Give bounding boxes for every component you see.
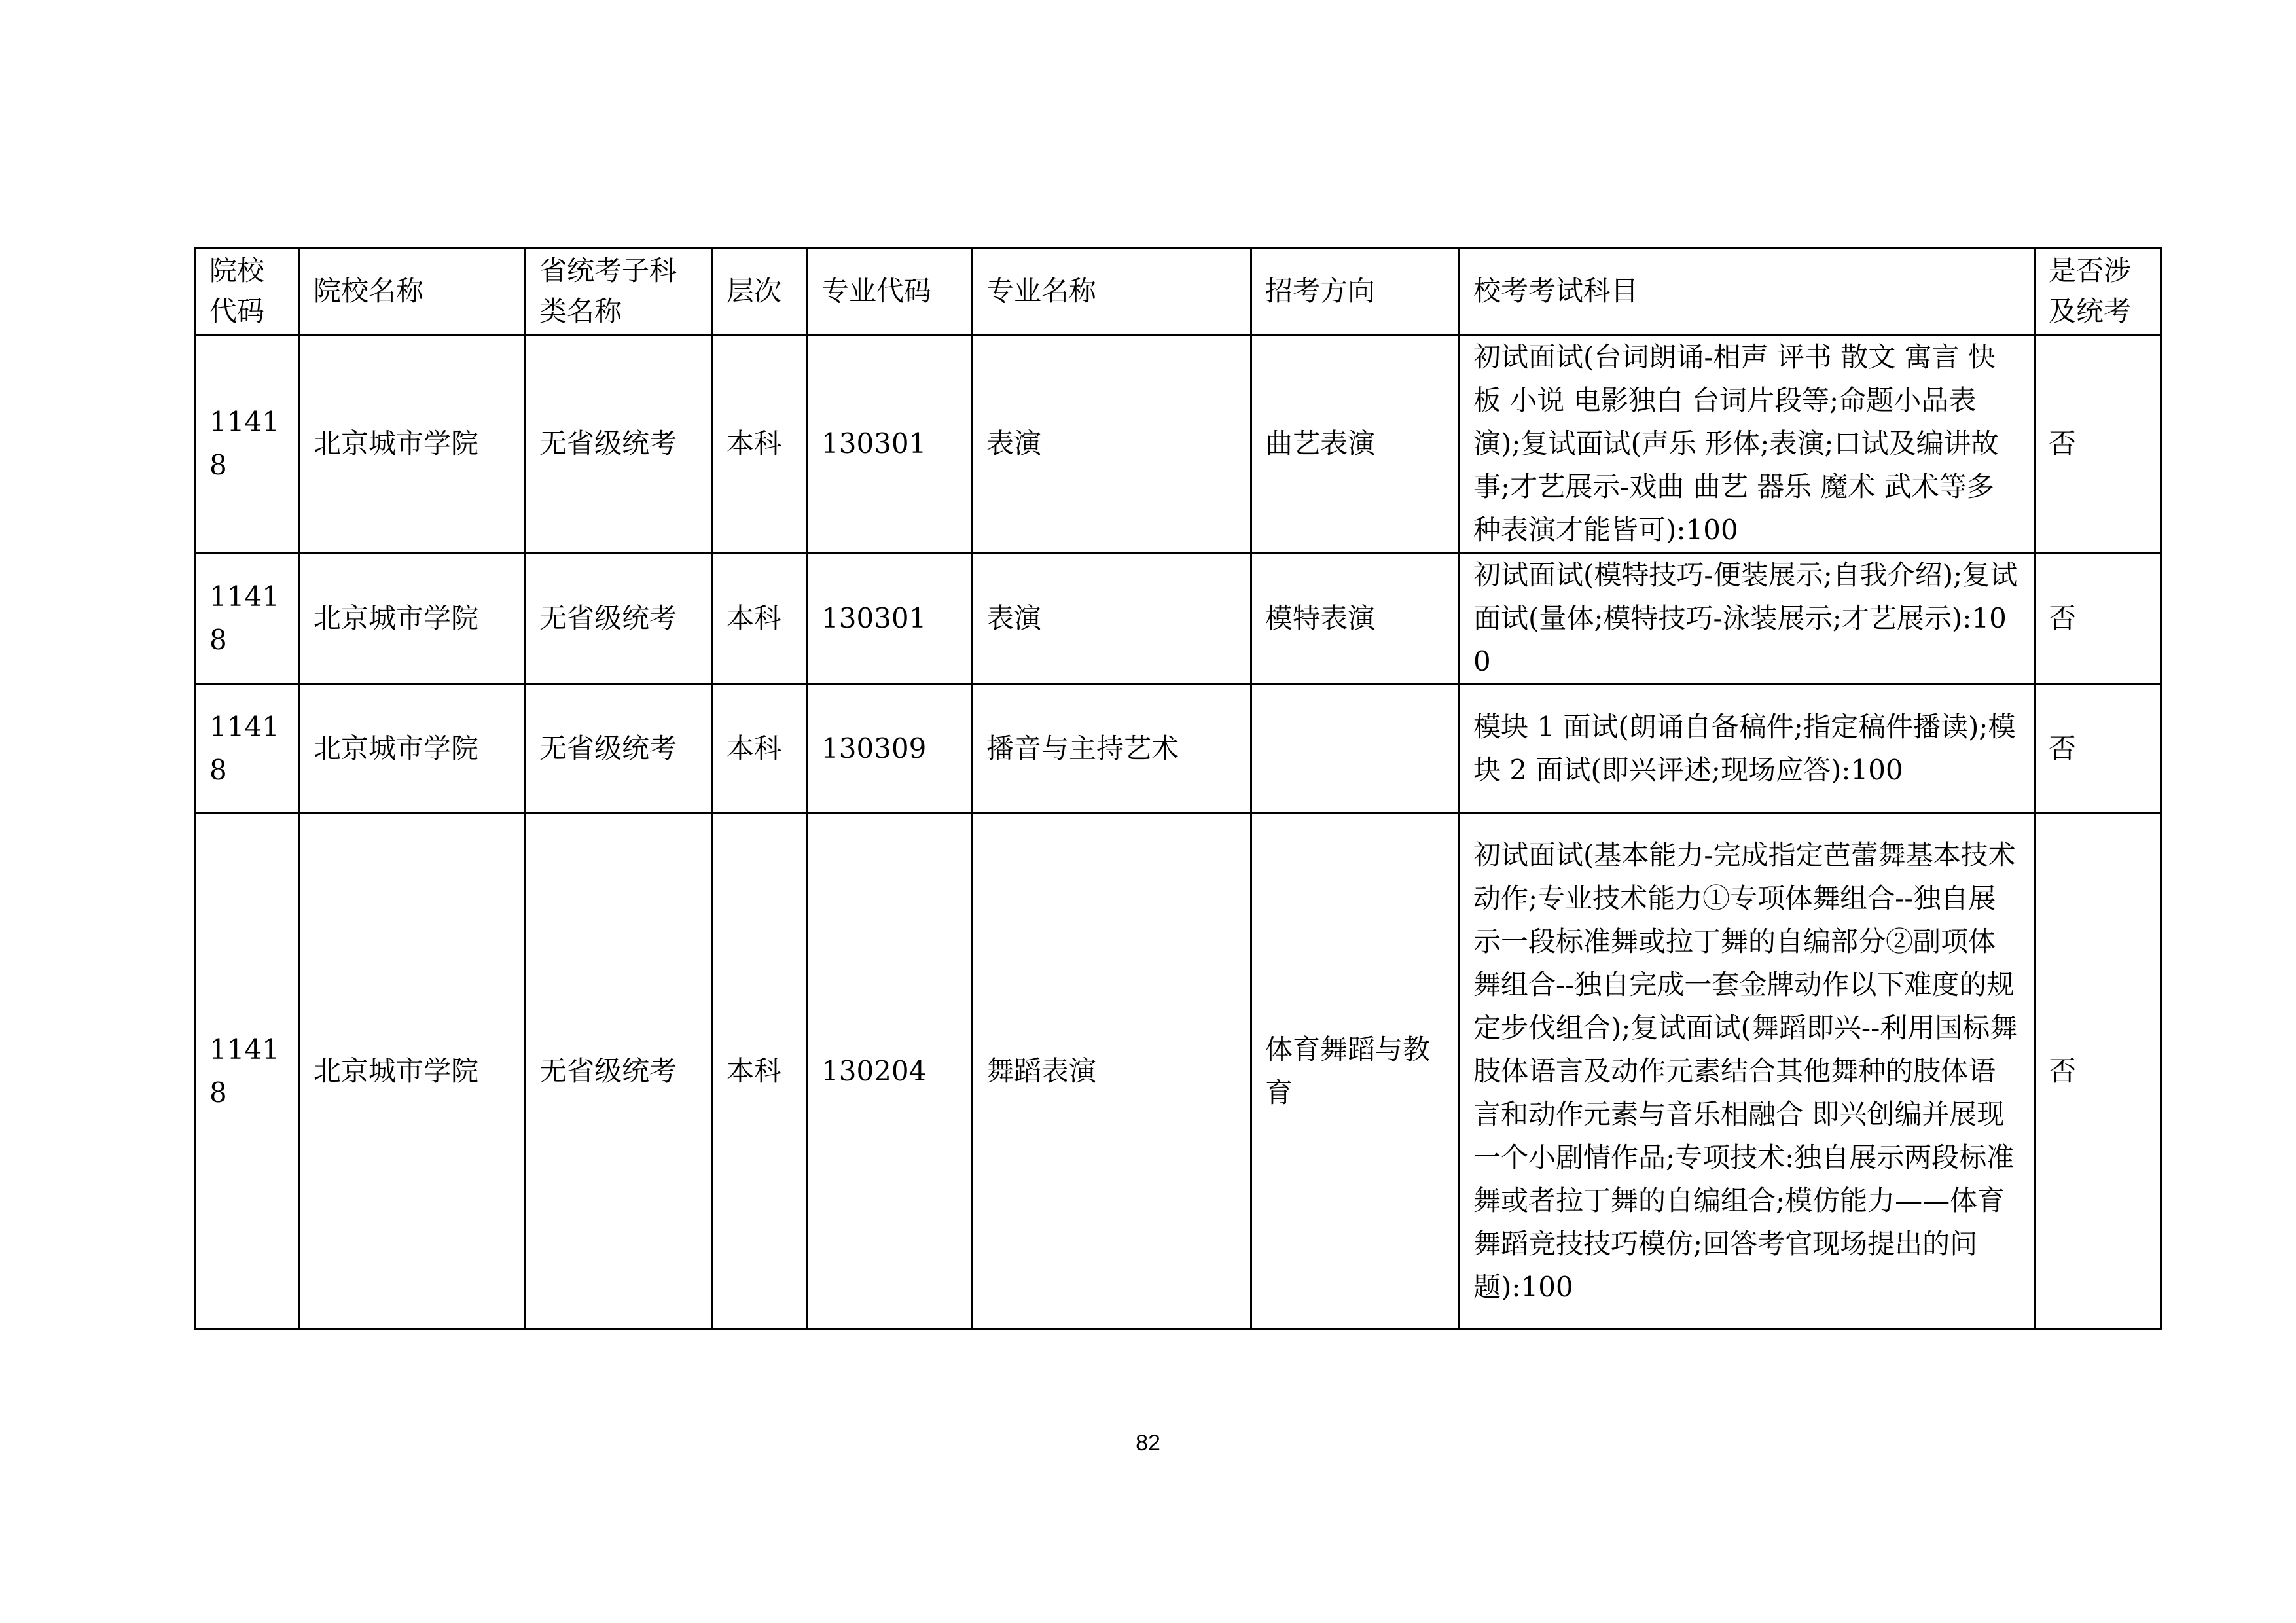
level-cell: 本科 xyxy=(713,685,808,813)
level-cell: 本科 xyxy=(713,813,808,1329)
header-unified-exam: 是否涉及统考 xyxy=(2035,248,2161,335)
major-name-cell: 播音与主持艺术 xyxy=(973,685,1251,813)
header-major-name: 专业名称 xyxy=(973,248,1251,335)
category-cell: 无省级统考 xyxy=(526,335,713,553)
level-cell: 本科 xyxy=(713,335,808,553)
header-level: 层次 xyxy=(713,248,808,335)
header-subjects: 校考考试科目 xyxy=(1460,248,2035,335)
major-name-cell: 表演 xyxy=(973,553,1251,685)
header-school-name: 院校名称 xyxy=(300,248,526,335)
major-code-cell: 130301 xyxy=(808,335,973,553)
school-code-cell: 11418 xyxy=(196,685,300,813)
level-cell: 本科 xyxy=(713,553,808,685)
header-direction: 招考方向 xyxy=(1251,248,1460,335)
direction-cell: 体育舞蹈与教育 xyxy=(1251,813,1460,1329)
table-row xyxy=(196,335,2161,553)
unified-exam-cell: 否 xyxy=(2035,553,2161,685)
header-major-code: 专业代码 xyxy=(808,248,973,335)
school-name-cell: 北京城市学院 xyxy=(300,685,526,813)
subjects-cell: 初试面试(模特技巧-便装展示;自我介绍);复试面试(量体;模特技巧-泳装展示;才艺展示):100 xyxy=(1460,553,2035,685)
page-number: 82 xyxy=(1136,1431,1160,1455)
table-header-row xyxy=(196,248,2161,335)
school-name-cell: 北京城市学院 xyxy=(300,553,526,685)
admissions-table xyxy=(194,247,2162,1330)
major-name-cell: 舞蹈表演 xyxy=(973,813,1251,1329)
unified-exam-cell: 否 xyxy=(2035,813,2161,1329)
category-cell: 无省级统考 xyxy=(526,553,713,685)
subjects-cell: 初试面试(基本能力-完成指定芭蕾舞基本技术动作;专业技术能力①专项体舞组合--独自展示一段标准舞或拉丁舞的自编部分②副项体舞组合--独自完成一套金牌动作以下难度的规定步伐组合);复试面试(舞蹈即兴--利用国标舞肢体语言及动作元素结合其他舞种的肢体语言和动作元素与音乐相融合 即兴创编并展现一个小剧情作品;专项技术:独自展示两段标准舞或者拉丁舞的自编组合;模仿能力——体育舞蹈竞技技巧模仿;回答考官现场提出的问题):100 xyxy=(1460,813,2035,1329)
table-row xyxy=(196,553,2161,685)
direction-cell: 曲艺表演 xyxy=(1251,335,1460,553)
category-cell: 无省级统考 xyxy=(526,685,713,813)
school-code-cell: 11418 xyxy=(196,813,300,1329)
subjects-cell: 初试面试(台词朗诵-相声 评书 散文 寓言 快板 小说 电影独白 台词片段等;命题小品表演);复试面试(声乐 形体;表演;口试及编讲故事;才艺展示-戏曲 曲艺 器乐 魔术 武术等多种表演才能皆可):100 xyxy=(1460,335,2035,553)
direction-cell xyxy=(1251,685,1460,813)
table-row xyxy=(196,685,2161,813)
major-code-cell: 130309 xyxy=(808,685,973,813)
school-code-cell: 11418 xyxy=(196,553,300,685)
major-code-cell: 130204 xyxy=(808,813,973,1329)
table-row xyxy=(196,813,2161,1329)
school-code-cell: 11418 xyxy=(196,335,300,553)
header-category: 省统考子科类名称 xyxy=(526,248,713,335)
subjects-cell: 模块 1 面试(朗诵自备稿件;指定稿件播读);模块 2 面试(即兴评述;现场应答):100 xyxy=(1460,685,2035,813)
header-school-code: 院校代码 xyxy=(196,248,300,335)
major-code-cell: 130301 xyxy=(808,553,973,685)
unified-exam-cell: 否 xyxy=(2035,335,2161,553)
school-name-cell: 北京城市学院 xyxy=(300,813,526,1329)
unified-exam-cell: 否 xyxy=(2035,685,2161,813)
major-name-cell: 表演 xyxy=(973,335,1251,553)
school-name-cell: 北京城市学院 xyxy=(300,335,526,553)
direction-cell: 模特表演 xyxy=(1251,553,1460,685)
category-cell: 无省级统考 xyxy=(526,813,713,1329)
